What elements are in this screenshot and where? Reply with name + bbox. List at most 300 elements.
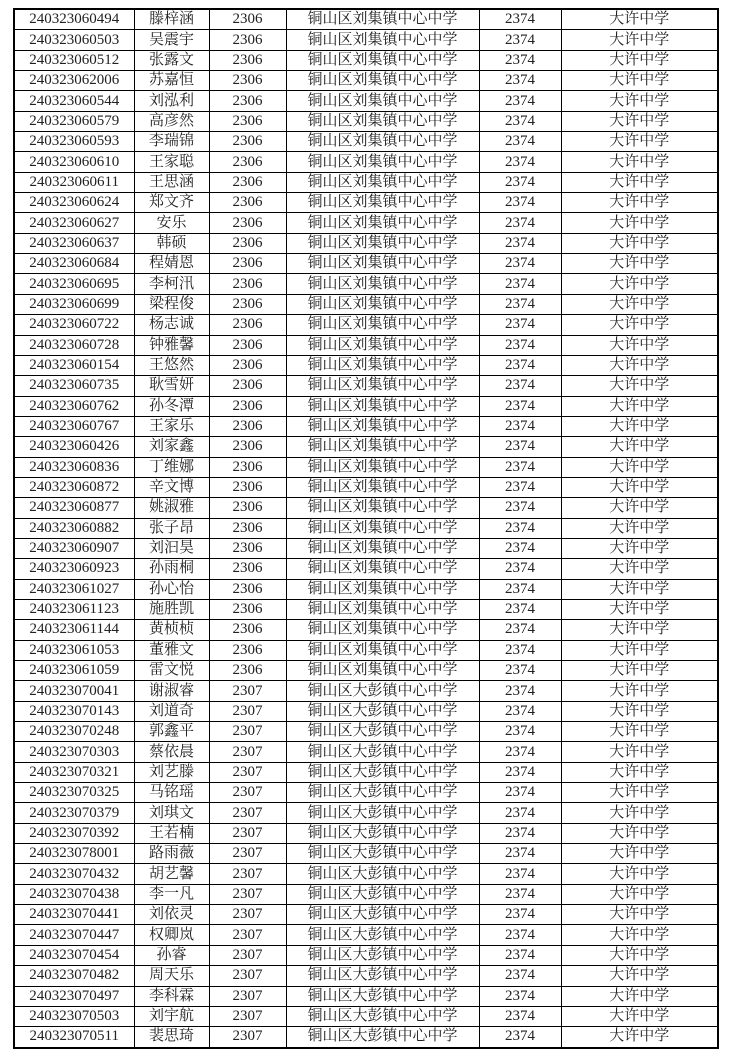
- cell-origin-school-name: 铜山区刘集镇中心中学: [286, 640, 479, 660]
- cell-dest-school-code: 2374: [479, 315, 561, 335]
- cell-dest-school-code: 2374: [479, 783, 561, 803]
- cell-dest-school-name: 大许中学: [561, 640, 718, 660]
- cell-origin-school-name: 铜山区刘集镇中心中学: [286, 620, 479, 640]
- cell-student-id: 240323061144: [14, 620, 134, 640]
- table-row: [14, 91, 718, 111]
- cell-origin-school-name: 铜山区大彭镇中心中学: [286, 1027, 479, 1048]
- cell-student-name: 周天乐: [134, 966, 209, 986]
- cell-dest-school-code: 2374: [479, 274, 561, 294]
- cell-origin-school-code: 2306: [209, 193, 286, 213]
- table-row: [14, 274, 718, 294]
- cell-student-id: 240323070447: [14, 925, 134, 945]
- cell-origin-school-name: 铜山区刘集镇中心中学: [286, 71, 479, 91]
- cell-dest-school-code: 2374: [479, 864, 561, 884]
- cell-dest-school-name: 大许中学: [561, 1006, 718, 1026]
- table-row: [14, 945, 718, 965]
- cell-student-name: 王思涵: [134, 172, 209, 192]
- table-row: [14, 620, 718, 640]
- cell-dest-school-name: 大许中学: [561, 620, 718, 640]
- student-roster-table: [13, 8, 719, 1049]
- cell-dest-school-code: 2374: [479, 925, 561, 945]
- cell-dest-school-name: 大许中学: [561, 559, 718, 579]
- cell-dest-school-name: 大许中学: [561, 111, 718, 131]
- cell-dest-school-name: 大许中学: [561, 254, 718, 274]
- cell-student-id: 240323070325: [14, 783, 134, 803]
- cell-dest-school-name: 大许中学: [561, 599, 718, 619]
- cell-origin-school-code: 2306: [209, 50, 286, 70]
- cell-origin-school-code: 2306: [209, 661, 286, 681]
- cell-student-name: 耿雪妍: [134, 376, 209, 396]
- table-row: [14, 111, 718, 131]
- cell-origin-school-code: 2306: [209, 498, 286, 518]
- cell-dest-school-name: 大许中学: [561, 91, 718, 111]
- cell-student-name: 蔡依晨: [134, 742, 209, 762]
- cell-dest-school-code: 2374: [479, 966, 561, 986]
- cell-origin-school-code: 2307: [209, 803, 286, 823]
- cell-student-id: 240323070497: [14, 986, 134, 1006]
- cell-student-id: 240323061053: [14, 640, 134, 660]
- table-row: [14, 681, 718, 701]
- cell-dest-school-name: 大许中学: [561, 579, 718, 599]
- cell-dest-school-name: 大许中学: [561, 945, 718, 965]
- cell-student-id: 240323060684: [14, 254, 134, 274]
- cell-student-id: 240323060579: [14, 111, 134, 131]
- cell-student-id: 240323070482: [14, 966, 134, 986]
- table-row: [14, 722, 718, 742]
- cell-origin-school-name: 铜山区大彭镇中心中学: [286, 823, 479, 843]
- table-row: [14, 844, 718, 864]
- cell-student-name: 孙雨桐: [134, 559, 209, 579]
- cell-origin-school-code: 2307: [209, 884, 286, 904]
- cell-student-id: 240323060722: [14, 315, 134, 335]
- table-row: [14, 864, 718, 884]
- cell-student-id: 240323060767: [14, 416, 134, 436]
- cell-dest-school-name: 大许中学: [561, 477, 718, 497]
- cell-dest-school-code: 2374: [479, 844, 561, 864]
- cell-student-id: 240323070432: [14, 864, 134, 884]
- cell-origin-school-name: 铜山区刘集镇中心中学: [286, 254, 479, 274]
- table-row: [14, 437, 718, 457]
- cell-student-id: 240323070041: [14, 681, 134, 701]
- cell-student-id: 240323060877: [14, 498, 134, 518]
- cell-dest-school-code: 2374: [479, 661, 561, 681]
- cell-origin-school-name: 铜山区大彭镇中心中学: [286, 844, 479, 864]
- table-row: [14, 559, 718, 579]
- cell-origin-school-name: 铜山区刘集镇中心中学: [286, 599, 479, 619]
- cell-student-name: 李柯汛: [134, 274, 209, 294]
- cell-dest-school-code: 2374: [479, 132, 561, 152]
- table-row: [14, 335, 718, 355]
- cell-student-name: 苏嘉恒: [134, 71, 209, 91]
- cell-dest-school-code: 2374: [479, 803, 561, 823]
- cell-origin-school-name: 铜山区刘集镇中心中学: [286, 355, 479, 375]
- table-row: [14, 884, 718, 904]
- cell-dest-school-code: 2374: [479, 71, 561, 91]
- cell-dest-school-name: 大许中学: [561, 762, 718, 782]
- cell-origin-school-name: 铜山区大彭镇中心中学: [286, 762, 479, 782]
- cell-student-id: 240323070392: [14, 823, 134, 843]
- cell-student-id: 240323060503: [14, 30, 134, 50]
- cell-student-id: 240323060512: [14, 50, 134, 70]
- cell-origin-school-name: 铜山区大彭镇中心中学: [286, 803, 479, 823]
- table-row: [14, 661, 718, 681]
- cell-dest-school-name: 大许中学: [561, 823, 718, 843]
- table-row: [14, 152, 718, 172]
- cell-student-name: 刘依灵: [134, 905, 209, 925]
- cell-student-id: 240323061059: [14, 661, 134, 681]
- cell-student-id: 240323070441: [14, 905, 134, 925]
- cell-origin-school-code: 2306: [209, 620, 286, 640]
- cell-origin-school-code: 2307: [209, 722, 286, 742]
- cell-dest-school-code: 2374: [479, 823, 561, 843]
- cell-dest-school-name: 大许中学: [561, 416, 718, 436]
- table-row: [14, 233, 718, 253]
- cell-student-id: 240323078001: [14, 844, 134, 864]
- table-row: [14, 376, 718, 396]
- cell-origin-school-name: 铜山区刘集镇中心中学: [286, 315, 479, 335]
- table-row: [14, 30, 718, 50]
- table-row: [14, 701, 718, 721]
- cell-student-id: 240323070438: [14, 884, 134, 904]
- cell-dest-school-code: 2374: [479, 335, 561, 355]
- cell-dest-school-code: 2374: [479, 681, 561, 701]
- cell-student-id: 240323070303: [14, 742, 134, 762]
- cell-student-id: 240323070503: [14, 1006, 134, 1026]
- cell-origin-school-code: 2306: [209, 335, 286, 355]
- cell-student-name: 刘汩昊: [134, 538, 209, 558]
- cell-origin-school-code: 2306: [209, 376, 286, 396]
- table-row: [14, 416, 718, 436]
- cell-origin-school-code: 2306: [209, 254, 286, 274]
- cell-dest-school-code: 2374: [479, 599, 561, 619]
- cell-dest-school-name: 大许中学: [561, 315, 718, 335]
- cell-origin-school-code: 2307: [209, 742, 286, 762]
- cell-student-name: 郑文齐: [134, 193, 209, 213]
- cell-dest-school-name: 大许中学: [561, 274, 718, 294]
- cell-origin-school-code: 2306: [209, 559, 286, 579]
- table-row: [14, 518, 718, 538]
- cell-dest-school-name: 大许中学: [561, 335, 718, 355]
- table-row: [14, 355, 718, 375]
- cell-student-id: 240323060882: [14, 518, 134, 538]
- cell-student-name: 安乐: [134, 213, 209, 233]
- cell-origin-school-name: 铜山区刘集镇中心中学: [286, 152, 479, 172]
- cell-origin-school-code: 2307: [209, 1027, 286, 1048]
- cell-student-name: 高彦然: [134, 111, 209, 131]
- cell-student-id: 240323070379: [14, 803, 134, 823]
- cell-student-id: 240323060611: [14, 172, 134, 192]
- cell-dest-school-code: 2374: [479, 518, 561, 538]
- cell-dest-school-name: 大许中学: [561, 905, 718, 925]
- cell-origin-school-name: 铜山区刘集镇中心中学: [286, 477, 479, 497]
- cell-dest-school-code: 2374: [479, 701, 561, 721]
- cell-dest-school-name: 大许中学: [561, 233, 718, 253]
- cell-dest-school-code: 2374: [479, 437, 561, 457]
- cell-origin-school-code: 2306: [209, 518, 286, 538]
- cell-dest-school-code: 2374: [479, 620, 561, 640]
- cell-student-name: 王家聪: [134, 152, 209, 172]
- cell-origin-school-name: 铜山区大彭镇中心中学: [286, 864, 479, 884]
- cell-origin-school-code: 2306: [209, 71, 286, 91]
- table-row: [14, 294, 718, 314]
- cell-origin-school-name: 铜山区刘集镇中心中学: [286, 111, 479, 131]
- cell-origin-school-code: 2306: [209, 579, 286, 599]
- cell-origin-school-name: 铜山区刘集镇中心中学: [286, 498, 479, 518]
- cell-student-name: 路雨薇: [134, 844, 209, 864]
- cell-origin-school-code: 2306: [209, 294, 286, 314]
- cell-student-name: 马铭瑶: [134, 783, 209, 803]
- cell-origin-school-name: 铜山区刘集镇中心中学: [286, 376, 479, 396]
- cell-dest-school-code: 2374: [479, 579, 561, 599]
- cell-student-name: 梁程俊: [134, 294, 209, 314]
- cell-student-name: 郭鑫平: [134, 722, 209, 742]
- cell-student-name: 丁维娜: [134, 457, 209, 477]
- cell-origin-school-code: 2307: [209, 864, 286, 884]
- cell-origin-school-name: 铜山区大彭镇中心中学: [286, 722, 479, 742]
- cell-origin-school-name: 铜山区刘集镇中心中学: [286, 335, 479, 355]
- cell-dest-school-code: 2374: [479, 498, 561, 518]
- cell-dest-school-code: 2374: [479, 233, 561, 253]
- table-row: [14, 9, 718, 30]
- cell-origin-school-name: 铜山区刘集镇中心中学: [286, 30, 479, 50]
- cell-student-id: 240323070321: [14, 762, 134, 782]
- cell-dest-school-name: 大许中学: [561, 803, 718, 823]
- cell-student-id: 240323060637: [14, 233, 134, 253]
- cell-dest-school-name: 大许中学: [561, 986, 718, 1006]
- cell-dest-school-code: 2374: [479, 1027, 561, 1048]
- cell-student-id: 240323060762: [14, 396, 134, 416]
- cell-origin-school-code: 2307: [209, 905, 286, 925]
- table-row: [14, 315, 718, 335]
- cell-dest-school-code: 2374: [479, 986, 561, 1006]
- cell-origin-school-code: 2307: [209, 986, 286, 1006]
- cell-student-name: 王悠然: [134, 355, 209, 375]
- cell-student-id: 240323060154: [14, 355, 134, 375]
- table-row: [14, 905, 718, 925]
- cell-student-id: 240323060544: [14, 91, 134, 111]
- cell-student-id: 240323070511: [14, 1027, 134, 1048]
- cell-origin-school-name: 铜山区大彭镇中心中学: [286, 681, 479, 701]
- cell-student-name: 裴思琦: [134, 1027, 209, 1048]
- table-row: [14, 538, 718, 558]
- table-row: [14, 1027, 718, 1048]
- cell-dest-school-name: 大许中学: [561, 722, 718, 742]
- table-row: [14, 742, 718, 762]
- table-row: [14, 172, 718, 192]
- table-row: [14, 71, 718, 91]
- cell-dest-school-name: 大许中学: [561, 437, 718, 457]
- cell-origin-school-code: 2306: [209, 172, 286, 192]
- cell-origin-school-code: 2306: [209, 477, 286, 497]
- cell-dest-school-code: 2374: [479, 355, 561, 375]
- table-row: [14, 457, 718, 477]
- cell-dest-school-name: 大许中学: [561, 396, 718, 416]
- cell-student-name: 黄桢桢: [134, 620, 209, 640]
- cell-origin-school-name: 铜山区大彭镇中心中学: [286, 742, 479, 762]
- cell-dest-school-code: 2374: [479, 91, 561, 111]
- cell-dest-school-code: 2374: [479, 172, 561, 192]
- cell-dest-school-name: 大许中学: [561, 884, 718, 904]
- cell-student-id: 240323060907: [14, 538, 134, 558]
- table-row: [14, 1006, 718, 1026]
- cell-dest-school-name: 大许中学: [561, 966, 718, 986]
- cell-dest-school-code: 2374: [479, 945, 561, 965]
- table-row: [14, 986, 718, 1006]
- cell-dest-school-name: 大许中学: [561, 30, 718, 50]
- cell-dest-school-name: 大许中学: [561, 518, 718, 538]
- cell-dest-school-code: 2374: [479, 376, 561, 396]
- cell-origin-school-name: 铜山区刘集镇中心中学: [286, 538, 479, 558]
- cell-origin-school-code: 2307: [209, 945, 286, 965]
- cell-origin-school-code: 2306: [209, 233, 286, 253]
- cell-student-id: 240323061123: [14, 599, 134, 619]
- cell-origin-school-name: 铜山区大彭镇中心中学: [286, 1006, 479, 1026]
- cell-origin-school-name: 铜山区大彭镇中心中学: [286, 905, 479, 925]
- cell-dest-school-code: 2374: [479, 722, 561, 742]
- table-row: [14, 254, 718, 274]
- cell-origin-school-name: 铜山区大彭镇中心中学: [286, 986, 479, 1006]
- cell-origin-school-name: 铜山区刘集镇中心中学: [286, 518, 479, 538]
- cell-student-name: 权卿岚: [134, 925, 209, 945]
- cell-student-id: 240323060728: [14, 335, 134, 355]
- cell-origin-school-code: 2306: [209, 9, 286, 30]
- table-body: [14, 9, 718, 1048]
- cell-dest-school-name: 大许中学: [561, 783, 718, 803]
- cell-dest-school-name: 大许中学: [561, 681, 718, 701]
- cell-origin-school-code: 2306: [209, 111, 286, 131]
- cell-student-name: 刘家鑫: [134, 437, 209, 457]
- cell-dest-school-code: 2374: [479, 294, 561, 314]
- cell-student-id: 240323060695: [14, 274, 134, 294]
- table-row: [14, 823, 718, 843]
- cell-student-name: 董雅文: [134, 640, 209, 660]
- cell-origin-school-code: 2306: [209, 152, 286, 172]
- table-row: [14, 640, 718, 660]
- cell-student-name: 滕梓涵: [134, 9, 209, 30]
- cell-origin-school-code: 2307: [209, 823, 286, 843]
- cell-origin-school-code: 2306: [209, 91, 286, 111]
- cell-origin-school-code: 2306: [209, 640, 286, 660]
- cell-dest-school-name: 大许中学: [561, 172, 718, 192]
- cell-dest-school-name: 大许中学: [561, 457, 718, 477]
- cell-dest-school-name: 大许中学: [561, 355, 718, 375]
- cell-student-name: 刘琪文: [134, 803, 209, 823]
- cell-dest-school-name: 大许中学: [561, 661, 718, 681]
- cell-origin-school-name: 铜山区刘集镇中心中学: [286, 396, 479, 416]
- table-row: [14, 599, 718, 619]
- cell-dest-school-code: 2374: [479, 9, 561, 30]
- cell-origin-school-name: 铜山区刘集镇中心中学: [286, 9, 479, 30]
- cell-student-name: 杨志诚: [134, 315, 209, 335]
- cell-origin-school-code: 2307: [209, 925, 286, 945]
- cell-student-name: 刘艺滕: [134, 762, 209, 782]
- cell-student-name: 李一凡: [134, 884, 209, 904]
- table-row: [14, 803, 718, 823]
- cell-origin-school-name: 铜山区刘集镇中心中学: [286, 132, 479, 152]
- cell-origin-school-name: 铜山区刘集镇中心中学: [286, 661, 479, 681]
- cell-student-id: 240323060426: [14, 437, 134, 457]
- cell-origin-school-name: 铜山区刘集镇中心中学: [286, 172, 479, 192]
- cell-dest-school-code: 2374: [479, 477, 561, 497]
- cell-dest-school-name: 大许中学: [561, 742, 718, 762]
- cell-dest-school-name: 大许中学: [561, 9, 718, 30]
- cell-student-id: 240323060494: [14, 9, 134, 30]
- cell-student-id: 240323061027: [14, 579, 134, 599]
- cell-dest-school-code: 2374: [479, 396, 561, 416]
- cell-student-id: 240323062006: [14, 71, 134, 91]
- cell-dest-school-code: 2374: [479, 416, 561, 436]
- cell-student-id: 240323060627: [14, 213, 134, 233]
- cell-dest-school-code: 2374: [479, 640, 561, 660]
- table-row: [14, 966, 718, 986]
- cell-dest-school-name: 大许中学: [561, 538, 718, 558]
- cell-student-name: 谢淑睿: [134, 681, 209, 701]
- cell-student-name: 李瑞锦: [134, 132, 209, 152]
- cell-dest-school-name: 大许中学: [561, 71, 718, 91]
- cell-dest-school-code: 2374: [479, 193, 561, 213]
- cell-dest-school-code: 2374: [479, 559, 561, 579]
- cell-origin-school-code: 2306: [209, 538, 286, 558]
- cell-origin-school-name: 铜山区大彭镇中心中学: [286, 884, 479, 904]
- table-row: [14, 132, 718, 152]
- cell-dest-school-name: 大许中学: [561, 50, 718, 70]
- table-row: [14, 477, 718, 497]
- cell-student-name: 孙心怡: [134, 579, 209, 599]
- cell-origin-school-name: 铜山区刘集镇中心中学: [286, 233, 479, 253]
- cell-origin-school-code: 2306: [209, 132, 286, 152]
- cell-student-name: 张子昂: [134, 518, 209, 538]
- cell-origin-school-name: 铜山区刘集镇中心中学: [286, 457, 479, 477]
- cell-student-name: 李科霖: [134, 986, 209, 1006]
- cell-origin-school-code: 2306: [209, 416, 286, 436]
- cell-origin-school-code: 2307: [209, 762, 286, 782]
- cell-student-name: 胡艺馨: [134, 864, 209, 884]
- cell-origin-school-code: 2307: [209, 681, 286, 701]
- cell-dest-school-name: 大许中学: [561, 864, 718, 884]
- cell-dest-school-code: 2374: [479, 742, 561, 762]
- cell-student-id: 240323060836: [14, 457, 134, 477]
- table-row: [14, 783, 718, 803]
- cell-student-id: 240323060624: [14, 193, 134, 213]
- cell-origin-school-name: 铜山区刘集镇中心中学: [286, 274, 479, 294]
- cell-dest-school-code: 2374: [479, 50, 561, 70]
- table-row: [14, 193, 718, 213]
- cell-dest-school-name: 大许中学: [561, 213, 718, 233]
- cell-dest-school-name: 大许中学: [561, 844, 718, 864]
- cell-origin-school-code: 2306: [209, 213, 286, 233]
- cell-student-name: 刘宇航: [134, 1006, 209, 1026]
- cell-origin-school-code: 2306: [209, 599, 286, 619]
- cell-origin-school-code: 2307: [209, 701, 286, 721]
- cell-dest-school-code: 2374: [479, 884, 561, 904]
- cell-student-name: 王家乐: [134, 416, 209, 436]
- cell-student-name: 王若楠: [134, 823, 209, 843]
- cell-student-name: 姚淑雅: [134, 498, 209, 518]
- cell-student-name: 辛文博: [134, 477, 209, 497]
- cell-dest-school-code: 2374: [479, 538, 561, 558]
- cell-student-id: 240323070248: [14, 722, 134, 742]
- cell-dest-school-name: 大许中学: [561, 498, 718, 518]
- cell-origin-school-code: 2307: [209, 1006, 286, 1026]
- cell-origin-school-code: 2307: [209, 844, 286, 864]
- cell-origin-school-code: 2306: [209, 437, 286, 457]
- cell-student-id: 240323060872: [14, 477, 134, 497]
- table-row: [14, 498, 718, 518]
- cell-dest-school-name: 大许中学: [561, 193, 718, 213]
- table-row: [14, 396, 718, 416]
- cell-origin-school-code: 2306: [209, 355, 286, 375]
- cell-origin-school-name: 铜山区大彭镇中心中学: [286, 945, 479, 965]
